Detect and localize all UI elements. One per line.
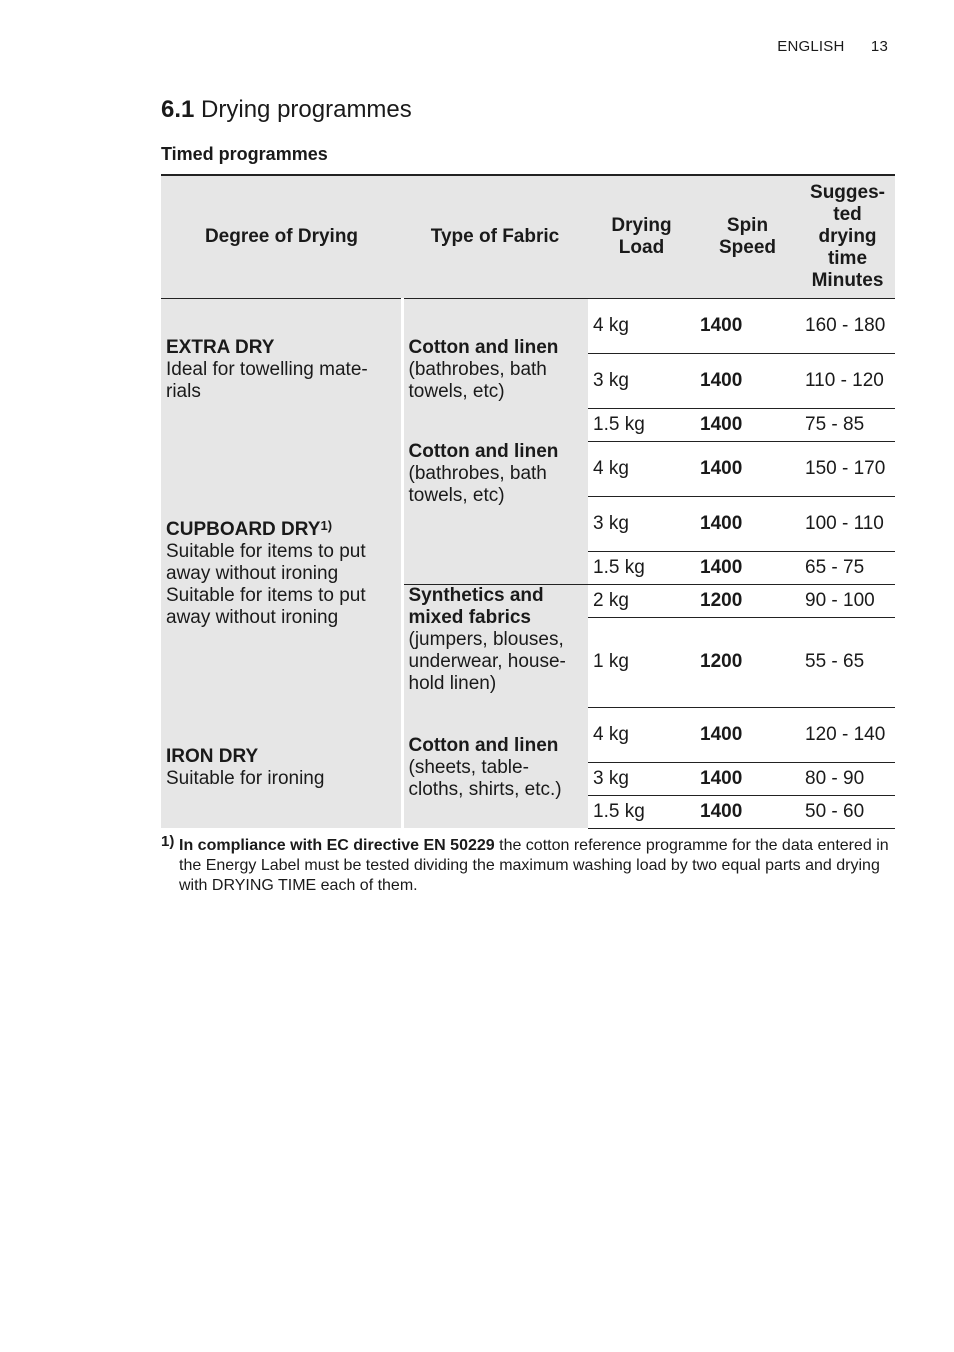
time-cell: 90 - 100: [800, 584, 895, 617]
load-cell: 3 kg: [588, 353, 695, 408]
degree-name: IRON DRY: [166, 745, 259, 767]
table-subtitle: Timed programmes: [161, 144, 328, 164]
degree-cell-iron-dry: [161, 707, 402, 828]
fabric-cell: [402, 584, 588, 707]
spin-cell: 1400: [695, 762, 800, 795]
fabric-name: Cotton and linen: [408, 441, 559, 462]
spin-cell: 1400: [695, 408, 800, 441]
spin-cell: 1400: [695, 795, 800, 828]
load-cell: 2 kg: [588, 584, 695, 617]
col-header-degree: Degree of Drying: [161, 175, 402, 298]
fabric-cell: [402, 441, 588, 584]
degree-cell-cupboard-dry: [161, 441, 402, 707]
degree-name: EXTRA DRY: [166, 336, 275, 358]
footnote-ref: 1): [320, 518, 333, 533]
load-cell: 3 kg: [588, 762, 695, 795]
header-language: ENGLISH: [777, 38, 845, 55]
table-row: [161, 298, 895, 353]
footnote-mark: 1): [161, 833, 175, 850]
fabric-name: Synthetics and mixed fabrics: [408, 584, 544, 628]
spin-cell: 1400: [695, 551, 800, 584]
load-cell: 1.5 kg: [588, 551, 695, 584]
spin-cell: 1400: [695, 441, 800, 496]
footnote-bold: In compliance with EC directive EN 50229: [179, 837, 495, 854]
fabric-desc: (jumpers, blouses, underwear, house- hold linen): [408, 628, 566, 694]
time-cell: 160 - 180: [800, 298, 895, 353]
col-header-time: Sugges- ted drying time Minutes: [800, 175, 895, 298]
fabric-name: Cotton and linen: [408, 336, 559, 358]
drying-programmes-table: [161, 174, 895, 829]
time-cell: 75 - 85: [800, 408, 895, 441]
col-header-fabric: Type of Fabric: [402, 175, 588, 298]
load-cell: 4 kg: [588, 441, 695, 496]
table-row: [161, 707, 895, 762]
spin-cell: 1400: [695, 496, 800, 551]
time-cell: 150 - 170: [800, 441, 895, 496]
section-number: 6.1: [161, 96, 195, 123]
table-row: [161, 441, 895, 496]
load-cell: 4 kg: [588, 298, 695, 353]
fabric-desc: (bathrobes, bath towels, etc): [408, 463, 547, 506]
spin-cell: 1400: [695, 298, 800, 353]
footnote-text: [179, 836, 895, 896]
footnote-body: the cotton reference programme for the data entered in the Energy Label must be tested dividing the maximum washing load by two equal parts and drying with DRYING TIME each of them.: [179, 837, 889, 894]
spin-cell: 1200: [695, 584, 800, 617]
degree-desc: Suitable for items to put away without ironing Suitable for items to put away without ironing: [166, 541, 366, 628]
table-header-row: [161, 175, 895, 298]
fabric-desc: (sheets, table- cloths, shirts, etc.): [408, 756, 562, 800]
page-header: [777, 38, 888, 55]
col-header-load: Drying Load: [588, 175, 695, 298]
degree-desc: Suitable for ironing: [166, 767, 325, 789]
spin-cell: 1400: [695, 353, 800, 408]
section-title: [161, 96, 412, 124]
fabric-cell: [402, 298, 588, 441]
time-cell: 110 - 120: [800, 353, 895, 408]
fabric-desc: (bathrobes, bath towels, etc): [408, 358, 547, 402]
time-cell: 50 - 60: [800, 795, 895, 828]
time-cell: 120 - 140: [800, 707, 895, 762]
time-cell: 80 - 90: [800, 762, 895, 795]
time-cell: 65 - 75: [800, 551, 895, 584]
fabric-name: Cotton and linen: [408, 734, 559, 756]
load-cell: 1.5 kg: [588, 795, 695, 828]
footnote: [161, 833, 895, 896]
fabric-cell: [402, 707, 588, 828]
load-cell: 1 kg: [588, 617, 695, 707]
degree-desc: Ideal for towelling mate- rials: [166, 358, 368, 402]
time-cell: 55 - 65: [800, 617, 895, 707]
load-cell: 4 kg: [588, 707, 695, 762]
col-header-spin: Spin Speed: [695, 175, 800, 298]
time-cell: 100 - 110: [800, 496, 895, 551]
degree-cell-extra-dry: [161, 298, 402, 441]
section-title-text: Drying programmes: [201, 96, 412, 123]
load-cell: 1.5 kg: [588, 408, 695, 441]
header-page-number: 13: [870, 38, 888, 55]
degree-name: CUPBOARD DRY$^{1)}$: [166, 518, 333, 540]
load-cell: 3 kg: [588, 496, 695, 551]
spin-cell: 1200: [695, 617, 800, 707]
spin-cell: 1400: [695, 707, 800, 762]
